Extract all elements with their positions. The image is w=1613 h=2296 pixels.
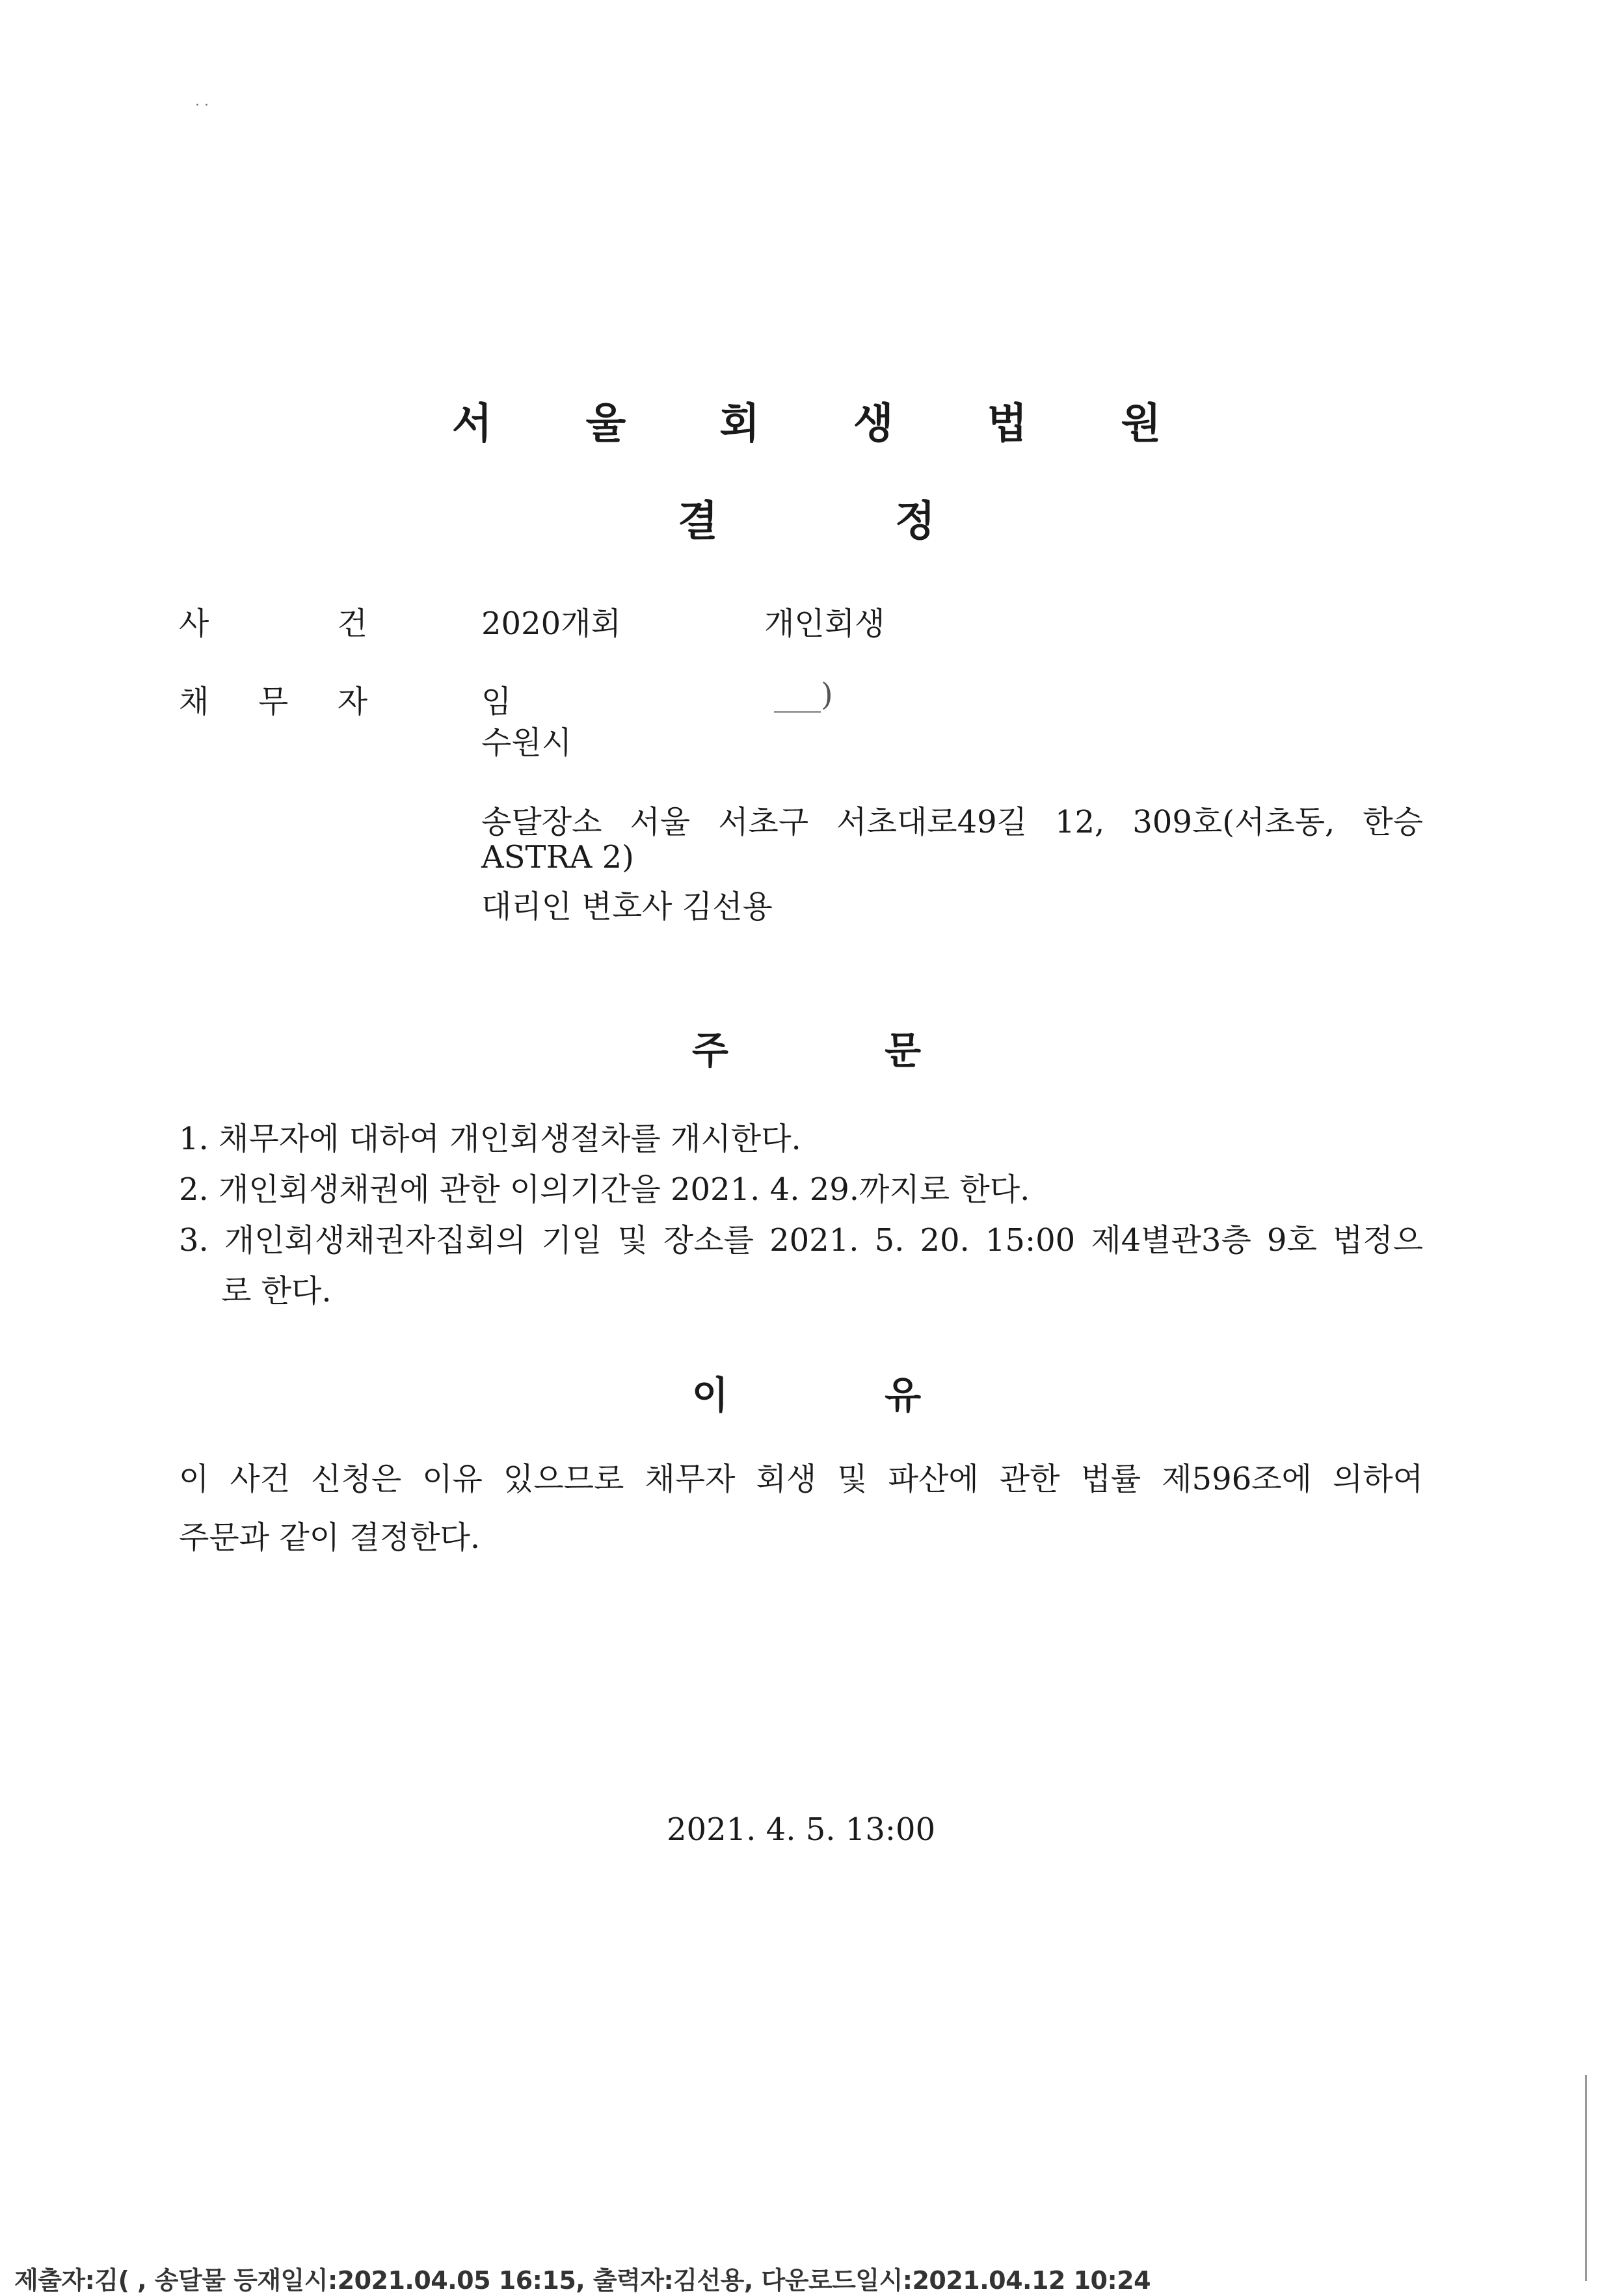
case-type: 개인회생 <box>764 606 885 642</box>
service-address-line-1: 송달장소 서울 서초구 서초대로49길 12, 309호(서초동, 한승 <box>481 804 1423 840</box>
case-label <box>179 598 367 643</box>
case-number: 2020개회 <box>481 606 621 642</box>
order-item-2: 2. 개인회생채권에 관한 이의기간을 2021. 4. 29.까지로 한다. <box>179 1171 1030 1208</box>
case-label-char: 사 <box>179 606 209 642</box>
footer-metadata: 제출자:김( , 송달물 등재일시:2021.04.05 16:15, 출력자:김선용, 다운로드일시:2021.04.12 10:24 <box>14 2266 1151 2295</box>
service-address-line-2: ASTRA 2) <box>481 839 634 875</box>
document-type: 결 정 <box>678 498 935 546</box>
scan-edge-line <box>1585 2075 1587 2281</box>
debtor-label-char: 무 <box>258 684 289 720</box>
order-item-3-continued: 로 한다. <box>221 1273 332 1309</box>
reason-line-1: 이 사건 신청은 이유 있으므로 채무자 회생 및 파산에 관한 법률 제596조에 의하여 <box>179 1461 1423 1497</box>
debtor-address: 수원시 <box>481 725 572 761</box>
case-label-char: 건 <box>337 606 367 642</box>
reason-section-title: 이 유 <box>691 1373 922 1417</box>
order-item-3: 3. 개인회생채권자집회의 기일 및 장소를 2021. 5. 20. 15:00 제4별관3층 9호 법정으 <box>179 1222 1423 1259</box>
legal-agent: 대리인 변호사 김선용 <box>481 888 773 925</box>
debtor-name-suffix: ___) <box>774 676 833 713</box>
scan-artifact: · · <box>195 98 209 114</box>
order-section-title: 주 문 <box>691 1028 922 1073</box>
order-item-1: 1. 채무자에 대하여 개인회생절차를 개시한다. <box>179 1121 801 1157</box>
court-name: 서 울 회 생 법 원 <box>451 400 1201 448</box>
debtor-label-char: 채 <box>179 684 209 720</box>
debtor-label <box>179 676 367 721</box>
reason-line-2: 주문과 같이 결정한다. <box>179 1519 481 1556</box>
decision-datetime: 2021. 4. 5. 13:00 <box>667 1811 936 1848</box>
debtor-name: 임 <box>481 684 512 720</box>
debtor-label-char: 자 <box>337 684 367 720</box>
